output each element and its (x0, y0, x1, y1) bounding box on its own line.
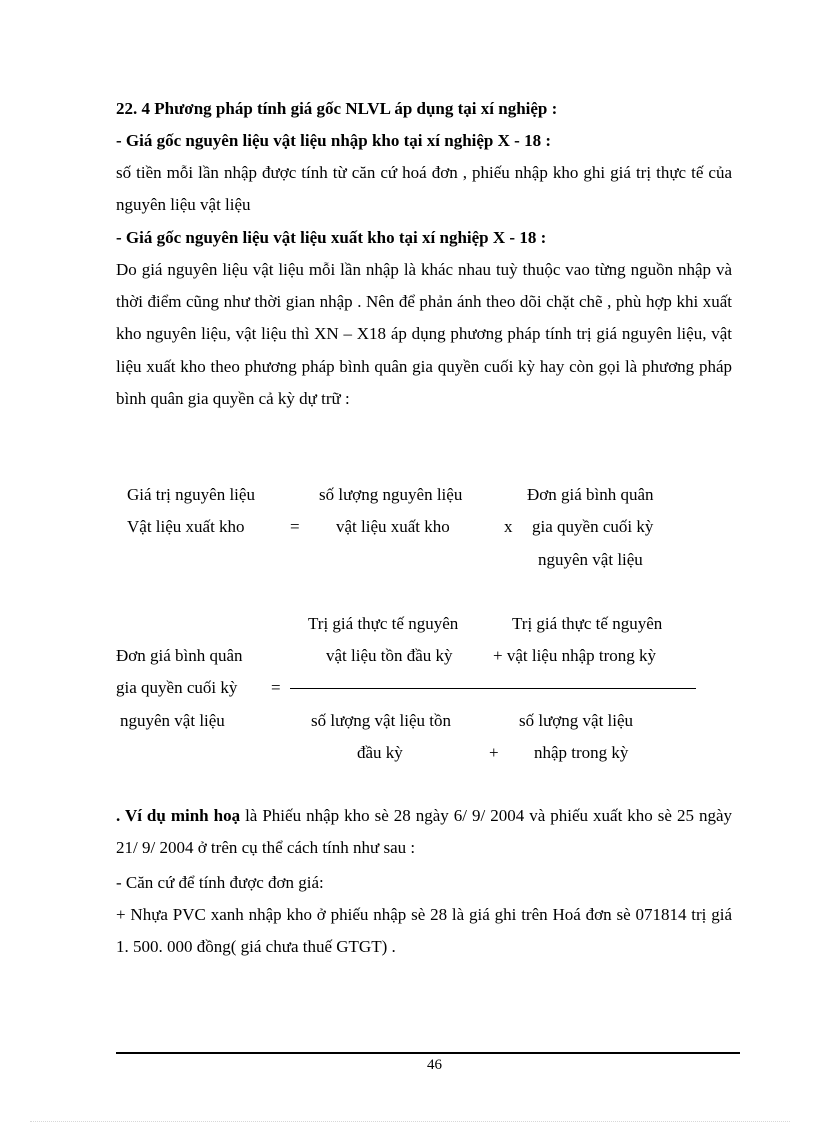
page-edge-divider (30, 1121, 790, 1122)
formula1-mid-line1: số lượng nguyên liệu (319, 485, 463, 504)
formula2-num-a-line1: Trị giá thực tế nguyên (308, 614, 459, 633)
formula2-num-a-line2: vật liệu tồn đầu kỳ (326, 646, 453, 665)
formula2-den-a-line1: số lượng vật liệu tồn (311, 711, 452, 730)
subheading-import-cost: - Giá gốc nguyên liệu vật liệu nhập kho tại xí nghiệp X - 18 : (116, 131, 551, 150)
formula1-lhs-line2: Vật liệu xuất kho (127, 517, 245, 536)
formula1-rhs-line2: gia quyền cuối kỳ (532, 517, 654, 536)
section-heading: 22. 4 Phương pháp tính giá gốc NLVL áp dụng tại xí nghiệp : (116, 99, 558, 118)
formula2-lhs-line3: nguyên vật liệu (120, 711, 225, 730)
page-number: 46 (427, 1057, 442, 1073)
subheading-export-cost: - Giá gốc nguyên liệu vật liệu xuất kho tại xí nghiệp X - 18 : (116, 228, 547, 247)
formula1-equals: = (290, 517, 300, 536)
formula1-lhs-line1: Giá trị nguyên liệu (127, 485, 255, 504)
fraction-bar (290, 688, 696, 689)
paragraph-pvc: + Nhựa PVC xanh nhập kho ở phiếu nhập sè 28 là giá ghi trên Hoá đơn sè 071814 trị giá 1. 500. 000 đồng( giá chưa thuế GTGT) . (116, 905, 732, 957)
paragraph-export-method: Do giá nguyên liệu vật liệu mỗi lần nhập là khác nhau tuỳ thuộc vao từng nguồn nhập và thời điểm cũng như thời gian nhập . Nên để phản ánh theo dõi chặt chẽ , phù hợp khi xuất kho nguyên liệu, vật liệu thì XN – X18 áp dụng phương pháp tính trị giá nguyên liệu, vật liệu xuất kho theo phương pháp bình quân gia quyền cuối kỳ hay còn gọi là phương pháp bình quân gia quyền cả kỳ dự trữ : (116, 260, 732, 408)
example-label: . Ví dụ minh hoạ (116, 806, 241, 825)
formula2-den-b-line1: số lượng vật liệu (519, 711, 634, 730)
formula2-plus: + (489, 743, 499, 762)
formula2-den-a-line2: đầu kỳ (357, 743, 403, 762)
formula2-num-b-line1: Trị giá thực tế nguyên (512, 614, 663, 633)
paragraph-import-cost: số tiền mỗi lần nhập được tính từ căn cứ hoá đơn , phiếu nhập kho ghi giá trị thực tế của nguyên liệu vật liệu (116, 163, 732, 215)
formula1-times: x (504, 517, 513, 536)
formula2-lhs-line2: gia quyền cuối kỳ (116, 678, 238, 697)
formula2-num-b-line2: + vật liệu nhập trong kỳ (493, 646, 657, 665)
formula2-den-b-line2: nhập trong kỳ (534, 743, 629, 762)
formula1-rhs-line1: Đơn giá bình quân (527, 485, 654, 504)
formula1-rhs-line3: nguyên vật liệu (538, 550, 643, 569)
formula1-mid-line2: vật liệu xuất kho (336, 517, 450, 536)
paragraph-example (116, 800, 732, 864)
footer-rule (116, 1052, 740, 1054)
formula2-equals: = (271, 678, 281, 697)
basis-line: - Căn cứ để tính được đơn giá: (116, 873, 324, 892)
example-text: là Phiếu nhập kho sè 28 ngày 6/ 9/ 2004 và phiếu xuất kho sè 25 ngày 21/ 9/ 2004 ở trên cụ thể cách tính như sau : (116, 806, 732, 858)
formula2-lhs-line1: Đơn giá bình quân (116, 646, 243, 665)
